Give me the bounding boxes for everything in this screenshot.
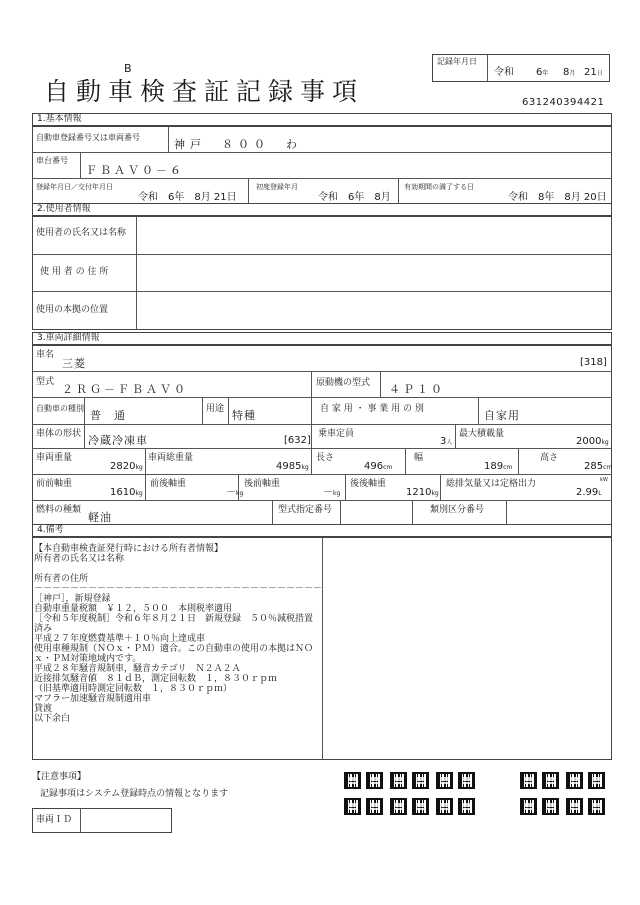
qr-code [366,772,383,789]
make-code: [318] [580,357,607,368]
remarks-line: 【本自動車検査証発行時における所有者情報】 [34,544,224,554]
capacity-label: 乗車定員 [318,429,355,439]
engine-model-label: 原動機の型式 [316,378,371,388]
front-rear-axle-value: －kg [226,487,244,498]
length-value: 496cm [364,461,393,472]
width-label: 幅 [414,453,424,463]
record-date-era: 令和 [494,67,514,78]
remarks-line: ［令和５年度税制］令和６年８月２１日 新規登録 ５０％減税措置 [34,614,314,624]
displacement-value: 2.99L [576,487,602,498]
qr-code [588,772,605,789]
qr-code [436,772,453,789]
private-business-value: 自家用 [484,409,520,422]
user-name-label: 使用者の氏名又は名称 [36,228,127,238]
remarks-line: 平成２８年騒音規制車，騒音カテゴリ Ｎ２Ａ２Ａ [34,664,241,674]
max-load-value: 2000kg [576,436,609,447]
registration-number-value: 神戸 ８００ わ [174,138,302,151]
rear-front-axle-value: －kg [323,487,341,498]
remarks-line: ｘ・ＰＭ対策地域内です。 [34,654,142,664]
remarks-line: 所有者の住所 [34,574,89,584]
record-date-label: 記録年月日 [437,57,477,66]
vehicle-kind-label: 自動車の種別 [36,404,84,413]
capacity-value: 3人 [440,436,453,447]
section-basic-info: 1.基本情報 [32,113,612,126]
type-designation-label: 型式指定番号 [278,505,333,515]
height-label: 高さ [540,453,559,463]
title-marker: B [124,62,132,75]
qr-code [520,772,537,789]
notice-text: 記録事項はシステム登録時点の情報となります [40,789,229,799]
vehicle-weight-label: 車両重量 [36,453,73,463]
qr-code [588,798,605,815]
body-shape-code: [632] [284,435,311,446]
height-value: 285cm [584,461,613,472]
engine-model-value: ４Ｐ１０ [389,383,445,396]
vehicle-kind-value: 普 通 [90,409,126,422]
qr-code [390,772,407,789]
use-label: 用途 [206,404,225,414]
remarks-line: －－－－－－－－－－－－－－－－－－－－－－－－－－－－－－－－ [34,584,323,594]
first-registration-label: 初度登録年月 [256,183,298,191]
gross-weight-value: 4985kg [276,461,309,472]
front-rear-axle-label: 前後軸重 [150,479,187,489]
use-value: 特種 [232,409,256,422]
vehicle-id-label: 車両ＩＤ [36,815,73,825]
qr-code [458,798,475,815]
front-front-axle-label: 前前軸重 [36,479,73,489]
remarks-line: 済み [34,624,53,634]
qr-code [412,772,429,789]
user-address-label: 使 用 者 の 住 所 [40,267,109,277]
chassis-number-label: 車台番号 [36,156,68,165]
qr-code [566,798,583,815]
remarks-line: マフラー加速騒音規制適用車 [34,694,152,704]
remarks-line: （旧基準適用時測定回転数 １，８３０ｒｐｍ） [34,684,233,694]
qr-code [344,772,361,789]
remarks-line: 平成２７年度燃費基準＋１０％向上達成車 [34,634,206,644]
fuel-type-value: 軽油 [88,511,112,524]
make-value: 三菱 [62,357,86,370]
qr-code [390,798,407,815]
qr-code [412,798,429,815]
max-load-label: 最大積載量 [459,429,505,439]
section-remarks: 4.備考 [32,524,612,537]
qr-code [520,798,537,815]
gross-weight-label: 車両総重量 [148,453,194,463]
width-value: 189cm [484,461,513,472]
qr-code [366,798,383,815]
fuel-type-label: 燃料の種類 [36,505,82,515]
qr-code [344,798,361,815]
rear-front-axle-label: 後前軸重 [244,479,281,489]
category-number-label: 類別区分番号 [430,505,485,515]
qr-code [458,772,475,789]
remarks-line: 自動車重量税額 ￥１２，５００ 本則税率適用 [34,604,233,614]
qr-code [436,798,453,815]
section-user-info: 2.使用者情報 [32,203,612,216]
model-label: 型式 [36,377,55,387]
displacement-unit-top: kW [600,477,608,483]
registration-number-label: 自動車登録番号又は車両番号 [36,133,140,142]
front-front-axle-value: 1610kg [110,487,143,498]
model-value: ２ＲＧ－ＦＢＡＶ０ [62,383,188,396]
remarks-line: 貸渡 [34,704,53,714]
notice-title: 【注意事項】 [32,772,87,782]
rear-rear-axle-value: 1210kg [406,487,439,498]
rear-rear-axle-label: 後後軸重 [350,479,387,489]
registration-date-value: 令和 6年 8月 21日 [138,192,237,203]
qr-code [542,772,559,789]
page-title: 自動車検査証記録事項 [44,77,365,106]
chassis-number-value: ＦＢＡＶ０－６ [86,164,184,177]
remarks-line: ［神戸］，新規登録 [34,594,111,604]
record-date-month: 8月 [563,67,576,78]
qr-code [542,798,559,815]
record-date-day: 21日 [584,67,603,78]
body-shape-label: 車体の形状 [36,429,82,439]
remarks-line: 使用車種規制（ＮＯｘ・ＰＭ）適合。この自動車の使用の本拠はＮＯ [34,644,314,654]
registration-date-label: 登録年月日／交付年月日 [36,183,113,191]
length-label: 長さ [316,453,335,463]
body-shape-value: 冷蔵冷凍車 [88,434,148,447]
use-base-label: 使用の本拠の位置 [36,305,109,315]
first-registration-value: 令和 6年 8月 [318,192,391,203]
remarks-line: 以下余白 [34,714,71,724]
expiry-date-value: 令和 8年 8月 20日 [508,192,607,203]
vehicle-weight-value: 2820kg [110,461,143,472]
section-vehicle-details: 3.車両詳細情報 [32,332,612,345]
expiry-date-label: 有効期間の満了する日 [404,183,474,191]
displacement-label: 総排気量又は定格出力 [446,479,537,489]
qr-code [566,772,583,789]
document-number: 631240394421 [522,97,605,108]
record-date-year: 6年 [536,67,549,78]
remarks-line: 所有者の氏名又は名称 [34,554,125,564]
make-label: 車名 [36,350,55,360]
remarks-line: 近接排気騒音値 ８１ｄＢ，測定回転数 １，８３０ｒｐｍ [34,674,278,684]
private-business-label: 自 家 用 ・ 事 業 用 の 別 [320,404,424,414]
